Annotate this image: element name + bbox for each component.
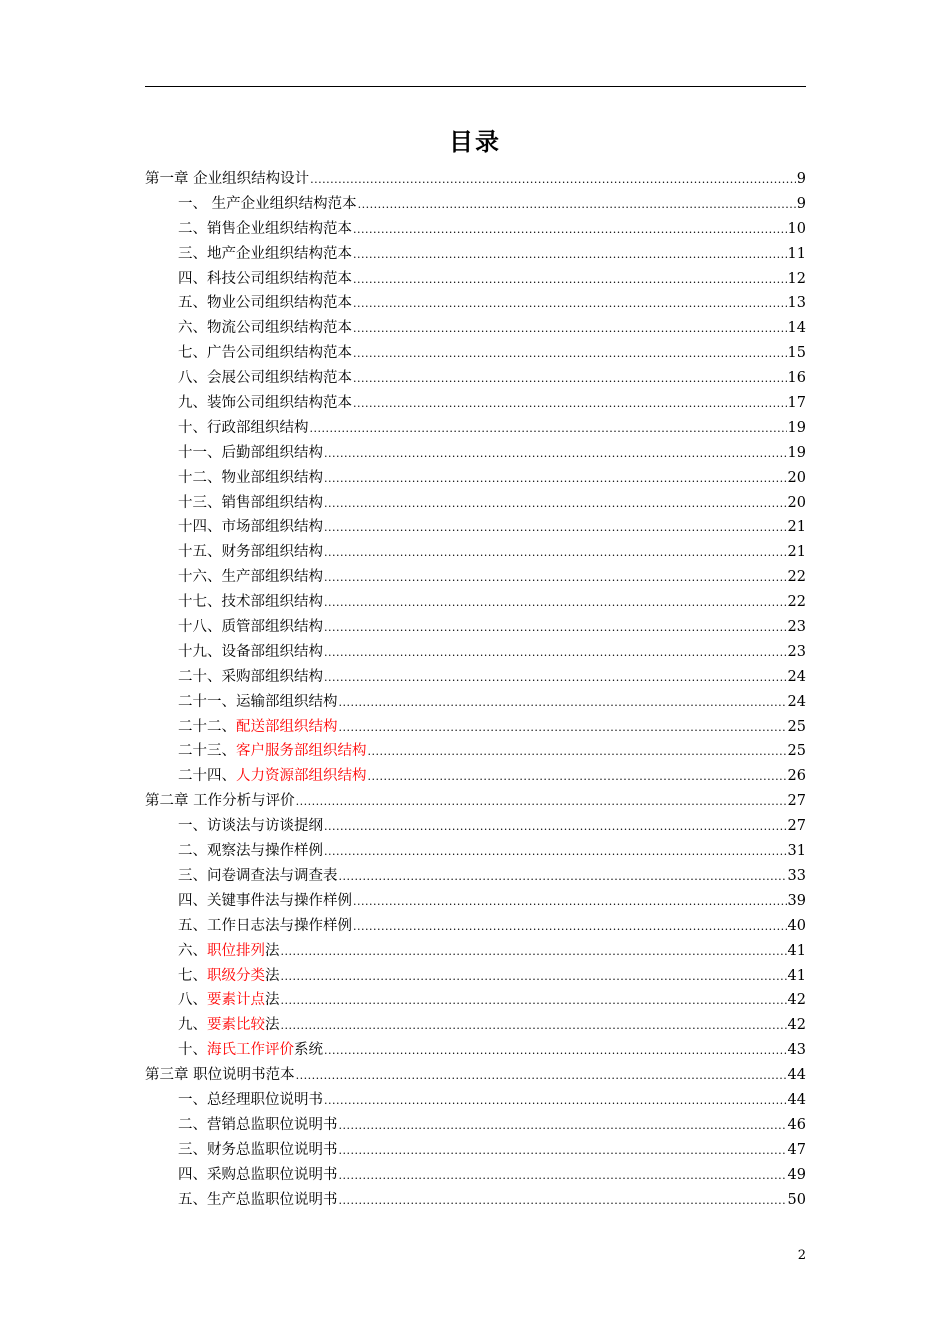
toc-dot-leader <box>324 1089 787 1114</box>
toc-entry-text: 十、 <box>178 1042 207 1059</box>
toc-section-entry[interactable] <box>145 1038 806 1063</box>
toc-section-entry[interactable] <box>145 1188 806 1213</box>
toc-dot-leader <box>310 417 787 442</box>
toc-entry-highlighted-text: 配送部组织结构 <box>236 718 338 735</box>
toc-dot-leader <box>353 392 787 417</box>
toc-section-entry[interactable] <box>145 192 806 217</box>
toc-entry-text: 十五、财务部组织结构 <box>178 544 323 561</box>
toc-entry-text: 十四、市场部组织结构 <box>178 519 323 536</box>
toc-section-entry[interactable] <box>145 814 806 839</box>
toc-entry-text: 三、财务总监职位说明书 <box>178 1141 338 1158</box>
toc-entry-text: 六、物流公司组织结构范本 <box>178 320 352 337</box>
toc-entry-text: 二十四、 <box>178 768 236 785</box>
toc-dot-leader <box>358 193 796 218</box>
toc-page-number: 19 <box>787 444 806 461</box>
toc-section-entry[interactable] <box>145 964 806 989</box>
toc-dot-leader <box>296 1064 787 1089</box>
toc-page-number: 21 <box>787 544 806 561</box>
toc-entry-text: 四、关键事件法与操作样例 <box>178 892 352 909</box>
toc-entry-text: 十八、质管部组织结构 <box>178 619 323 636</box>
toc-page-number: 20 <box>787 469 806 486</box>
toc-section-entry[interactable] <box>145 640 806 665</box>
toc-entry-text: 十、行政部组织结构 <box>178 419 309 436</box>
toc-dot-leader <box>353 317 787 342</box>
toc-entry-text: 一、总经理职位说明书 <box>178 1091 323 1108</box>
toc-entry-text: 三、地产企业组织结构范本 <box>178 245 352 262</box>
toc-section-entry[interactable] <box>145 416 806 441</box>
toc-page-number: 17 <box>787 395 806 412</box>
toc-page-number: 23 <box>787 619 806 636</box>
toc-dot-leader <box>324 492 787 517</box>
toc-entry-highlighted-text: 要素比较 <box>207 1017 265 1034</box>
toc-section-entry[interactable] <box>145 715 806 740</box>
toc-section-entry[interactable] <box>145 889 806 914</box>
toc-section-entry[interactable] <box>145 341 806 366</box>
toc-page-number: 22 <box>787 569 806 586</box>
toc-section-entry[interactable] <box>145 1163 806 1188</box>
toc-page-number: 15 <box>787 345 806 362</box>
toc-dot-leader <box>353 342 787 367</box>
toc-dot-leader <box>368 740 787 765</box>
toc-section-entry[interactable] <box>145 665 806 690</box>
toc-chapter-entry[interactable] <box>145 1063 806 1088</box>
toc-entry-text: 十一、后勤部组织结构 <box>178 444 323 461</box>
toc-page-number: 43 <box>787 1042 806 1059</box>
toc-section-entry[interactable] <box>145 540 806 565</box>
toc-section-entry[interactable] <box>145 1138 806 1163</box>
toc-dot-leader <box>324 641 787 666</box>
toc-dot-leader <box>281 965 787 990</box>
toc-entry-text: 五、物业公司组织结构范本 <box>178 295 352 312</box>
toc-entry-text: 法 <box>265 942 280 959</box>
toc-entry-highlighted-text: 客户服务部组织结构 <box>236 743 367 760</box>
toc-page-number: 31 <box>787 843 806 860</box>
toc-page-number: 41 <box>787 967 806 984</box>
toc-entry-text: 第一章 企业组织结构设计 <box>145 171 310 187</box>
toc-page-number: 14 <box>787 320 806 337</box>
toc-dot-leader <box>353 218 787 243</box>
toc-section-entry[interactable] <box>145 764 806 789</box>
toc-page-number: 44 <box>787 1091 806 1108</box>
toc-dot-leader <box>339 716 787 741</box>
toc-page-number: 27 <box>787 793 806 810</box>
toc-page-number: 39 <box>787 892 806 909</box>
toc-entry-text: 五、生产总监职位说明书 <box>178 1191 338 1208</box>
toc-entry-highlighted-text: 职位排列 <box>207 942 265 959</box>
toc-page-number: 22 <box>787 594 806 611</box>
toc-chapter-entry[interactable] <box>145 167 806 192</box>
toc-entry-text: 二十三、 <box>178 743 236 760</box>
page-number: 2 <box>797 1248 806 1263</box>
toc-entry-text: 十三、销售部组织结构 <box>178 494 323 511</box>
toc-dot-leader <box>324 442 787 467</box>
toc-entry-text: 七、广告公司组织结构范本 <box>178 345 352 362</box>
toc-entry-text: 十六、生产部组织结构 <box>178 569 323 586</box>
toc-dot-leader <box>339 1189 787 1214</box>
toc-dot-leader <box>339 865 787 890</box>
toc-entry-text: 七、 <box>178 967 207 984</box>
toc-section-entry[interactable] <box>145 590 806 615</box>
toc-page-number: 50 <box>787 1191 806 1208</box>
toc-section-entry[interactable] <box>145 690 806 715</box>
toc-page-number: 46 <box>787 1116 806 1133</box>
toc-dot-leader <box>324 666 787 691</box>
toc-section-entry[interactable] <box>145 914 806 939</box>
toc-section-entry[interactable] <box>145 615 806 640</box>
toc-entry-text: 一、访谈法与访谈提纲 <box>178 818 323 835</box>
toc-section-entry[interactable] <box>145 391 806 416</box>
toc-section-entry[interactable] <box>145 565 806 590</box>
toc-dot-leader <box>324 616 787 641</box>
toc-page-number: 40 <box>787 917 806 934</box>
toc-entry-text: 八、会展公司组织结构范本 <box>178 370 352 387</box>
toc-dot-leader <box>324 840 787 865</box>
toc-page-number: 23 <box>787 643 806 660</box>
toc-entry-text: 二、销售企业组织结构范本 <box>178 220 352 237</box>
toc-entry-text: 六、 <box>178 942 207 959</box>
toc-dot-leader <box>324 541 787 566</box>
header-rule <box>145 86 806 87</box>
toc-page-number: 47 <box>787 1141 806 1158</box>
toc-dot-leader <box>281 1014 787 1039</box>
toc-entry-text: 三、问卷调查法与调查表 <box>178 867 338 884</box>
toc-page-number: 12 <box>787 270 806 287</box>
toc-dot-leader <box>353 268 787 293</box>
toc-section-entry[interactable] <box>145 864 806 889</box>
toc-page-number: 25 <box>787 718 806 735</box>
toc-dot-leader <box>339 1139 787 1164</box>
toc-page-number: 11 <box>787 245 806 262</box>
toc-page-number: 44 <box>787 1067 806 1084</box>
toc-entry-text: 四、科技公司组织结构范本 <box>178 270 352 287</box>
toc-entry-highlighted-text: 要素计点 <box>207 992 265 1009</box>
toc-dot-leader <box>353 890 787 915</box>
toc-dot-leader <box>339 1114 787 1139</box>
toc-section-entry[interactable] <box>145 316 806 341</box>
toc-section-entry[interactable] <box>145 291 806 316</box>
toc-dot-leader <box>324 467 787 492</box>
toc-page-number: 41 <box>787 942 806 959</box>
toc-entry-text: 一、 生产企业组织结构范本 <box>178 195 357 212</box>
toc-entry-text: 第二章 工作分析与评价 <box>145 793 295 810</box>
toc-dot-leader <box>353 243 787 268</box>
toc-page-number: 9 <box>796 195 806 212</box>
toc-page-number: 33 <box>787 867 806 884</box>
toc-dot-leader <box>324 591 787 616</box>
toc-dot-leader <box>324 815 787 840</box>
toc-entry-text: 二、观察法与操作样例 <box>178 843 323 860</box>
toc-entry-text: 八、 <box>178 992 207 1009</box>
toc-entry-text: 四、采购总监职位说明书 <box>178 1166 338 1183</box>
toc-section-entry[interactable] <box>145 988 806 1013</box>
toc-entry-text: 二十、采购部组织结构 <box>178 668 323 685</box>
toc-dot-leader <box>353 367 787 392</box>
toc-entry-text: 系统 <box>294 1042 323 1059</box>
toc-entry-text: 法 <box>265 992 280 1009</box>
toc-section-entry[interactable] <box>145 515 806 540</box>
toc-dot-leader <box>296 790 787 815</box>
toc-entry-text: 二十二、 <box>178 718 236 735</box>
toc-section-entry[interactable] <box>145 366 806 391</box>
toc-section-entry[interactable] <box>145 739 806 764</box>
toc-entry-text: 第三章 职位说明书范本 <box>145 1067 295 1084</box>
toc-section-entry[interactable] <box>145 466 806 491</box>
toc-entry-text: 法 <box>265 967 280 984</box>
toc-dot-leader <box>339 1164 787 1189</box>
toc-page-number: 24 <box>787 693 806 710</box>
toc-section-entry[interactable] <box>145 491 806 516</box>
toc-section-entry[interactable] <box>145 939 806 964</box>
toc-entry-text: 二十一、运输部组织结构 <box>178 693 338 710</box>
toc-dot-leader <box>324 566 787 591</box>
toc-page-number: 24 <box>787 668 806 685</box>
toc-section-entry[interactable] <box>145 1013 806 1038</box>
toc-entry-highlighted-text: 人力资源部组织结构 <box>236 768 367 785</box>
toc-page-number: 21 <box>787 519 806 536</box>
toc-page-number: 13 <box>787 295 806 312</box>
toc-page-number: 27 <box>787 818 806 835</box>
toc-entry-text: 五、工作日志法与操作样例 <box>178 917 352 934</box>
toc-dot-leader <box>324 1039 787 1064</box>
toc-entry-text: 十九、设备部组织结构 <box>178 643 323 660</box>
toc-entry-text: 九、 <box>178 1017 207 1034</box>
toc-chapter-entry[interactable] <box>145 789 806 814</box>
toc-page-number: 25 <box>787 743 806 760</box>
toc-page-number: 16 <box>787 370 806 387</box>
toc-dot-leader <box>310 168 796 193</box>
toc-page-number: 26 <box>787 768 806 785</box>
toc-dot-leader <box>281 989 787 1014</box>
toc-entry-text: 二、营销总监职位说明书 <box>178 1116 338 1133</box>
toc-dot-leader <box>353 915 787 940</box>
toc-page-number: 9 <box>796 171 806 187</box>
toc-section-entry[interactable] <box>145 441 806 466</box>
table-of-contents <box>145 167 806 1212</box>
toc-entry-highlighted-text: 海氏工作评价 <box>207 1042 294 1059</box>
toc-dot-leader <box>339 691 787 716</box>
toc-page-number: 42 <box>787 992 806 1009</box>
toc-section-entry[interactable] <box>145 242 806 267</box>
toc-entry-text: 十二、物业部组织结构 <box>178 469 323 486</box>
page-title: 目录 <box>449 128 501 156</box>
toc-section-entry[interactable] <box>145 1088 806 1113</box>
toc-section-entry[interactable] <box>145 839 806 864</box>
toc-section-entry[interactable] <box>145 1113 806 1138</box>
toc-entry-text: 九、装饰公司组织结构范本 <box>178 395 352 412</box>
toc-entry-text: 十七、技术部组织结构 <box>178 594 323 611</box>
toc-page-number: 49 <box>787 1166 806 1183</box>
toc-page-number: 42 <box>787 1017 806 1034</box>
toc-section-entry[interactable] <box>145 267 806 292</box>
toc-page-number: 20 <box>787 494 806 511</box>
toc-dot-leader <box>281 940 787 965</box>
toc-page-number: 19 <box>787 419 806 436</box>
toc-dot-leader <box>368 765 787 790</box>
toc-entry-highlighted-text: 职级分类 <box>207 967 265 984</box>
toc-dot-leader <box>353 292 787 317</box>
toc-section-entry[interactable] <box>145 217 806 242</box>
toc-page-number: 10 <box>787 220 806 237</box>
toc-dot-leader <box>324 516 787 541</box>
toc-entry-text: 法 <box>265 1017 280 1034</box>
